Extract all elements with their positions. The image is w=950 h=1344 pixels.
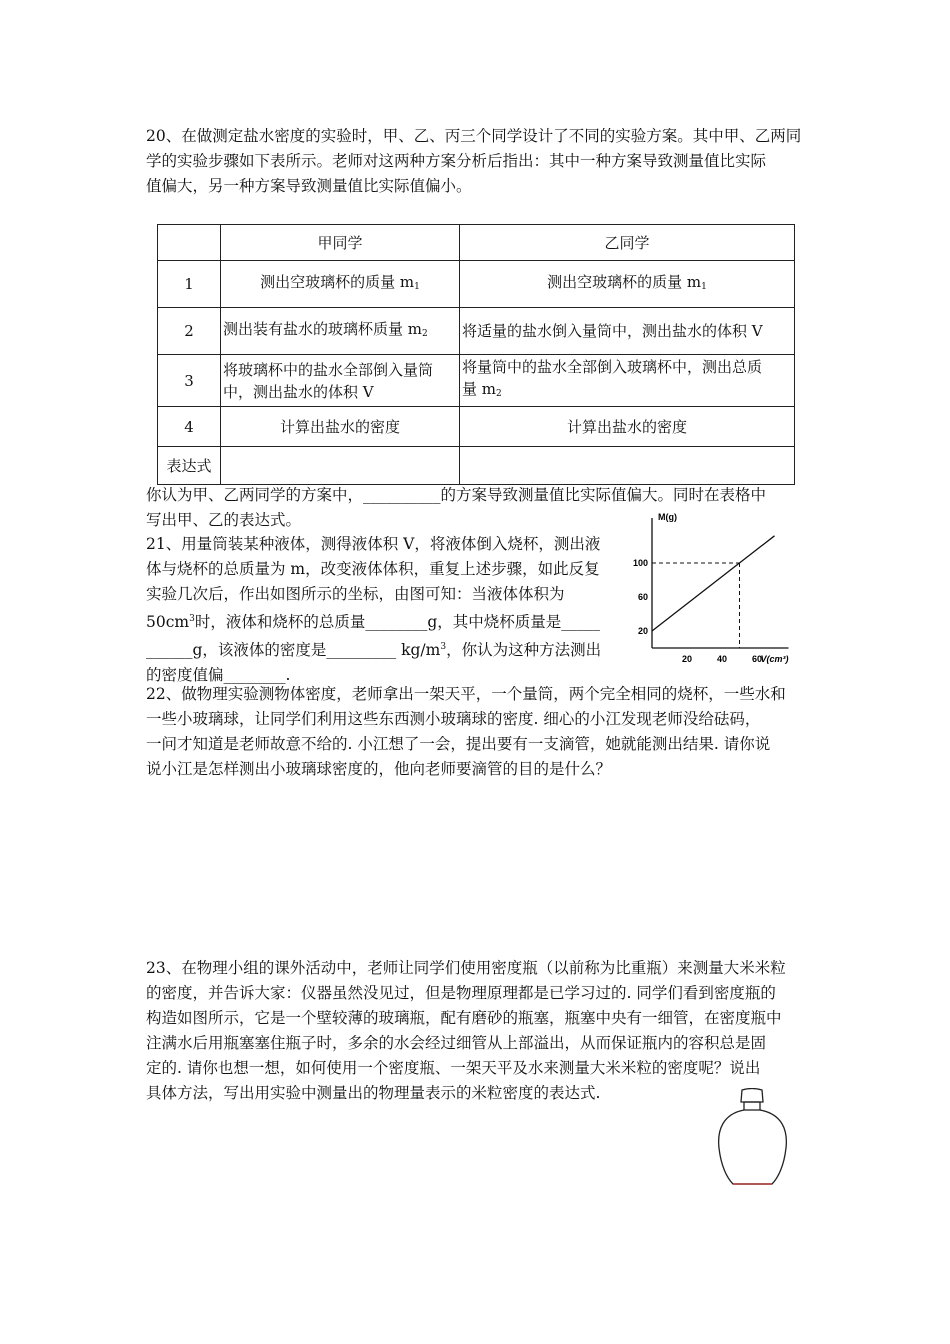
text-line: 23、在物理小组的课外活动中，老师让同学们使用密度瓶（以前称为比重瓶）来测量大米米粒	[146, 959, 786, 977]
text-line: 写出甲、乙的表达式。	[146, 511, 302, 529]
step-cell-jia: 计算出盐水的密度	[221, 407, 460, 447]
text-line: 实验几次后，作出如图所示的坐标，由图可知：当液体体积为	[146, 585, 565, 603]
text-line: 体与烧杯的总质量为 m，改变液体体积，重复上述步骤，如此反复	[146, 560, 600, 578]
question-21	[146, 532, 616, 688]
text-line: 你认为甲、乙两同学的方案中，__________的方案导致测量值比实际值偏大。同时在表格中	[146, 486, 767, 504]
bottle-neck	[744, 1102, 760, 1110]
text-line: 21、用量筒装某种液体，测得液体积 V，将液体倒入烧杯，测出液	[146, 535, 601, 553]
table-row	[158, 407, 795, 447]
question-22	[146, 682, 810, 782]
bottle-body	[719, 1110, 787, 1184]
step-cell-jia: 将玻璃杯中的盐水全部倒入量筒 中，测出盐水的体积 V	[221, 355, 460, 407]
experiment-steps-table	[157, 224, 795, 485]
expression-label: 表达式	[158, 447, 221, 485]
y-axis-label: M(g)	[658, 512, 677, 522]
text-line: 值偏大，另一种方案导致测量值比实际值偏小。	[146, 177, 472, 195]
text-line: 注满水后用瓶塞塞住瓶子时，多余的水会经过细管从上部溢出，从而保证瓶内的容积总是固	[146, 1034, 767, 1052]
text-line: $50cm^3$时，液体和烧杯的总质量________g，其中烧杯质量是_____	[146, 613, 601, 631]
data-line	[652, 536, 775, 631]
step-cell-jia: 测出装有盐水的玻璃杯质量 $m_2$	[221, 308, 460, 355]
text-line: 的密度值偏________.	[146, 666, 291, 684]
x-tick-label: 60	[751, 654, 763, 664]
step-cell-yi: 测出空玻璃杯的质量 $m_1$	[460, 261, 795, 308]
text-line: 说小江是怎样测出小玻璃球密度的，他向老师要滴管的目的是什么？	[146, 760, 612, 778]
step-cell-jia: 测出空玻璃杯的质量 $m_1$	[221, 261, 460, 308]
step-number: 2	[158, 308, 221, 355]
step-cell-yi: 将量筒中的盐水全部倒入玻璃杯中，测出总质 量 $m_2$	[460, 355, 795, 407]
text-line: 一问才知道是老师故意不给的. 小江想了一会，提出要有一支滴管，她就能测出结果. 请你说	[146, 735, 771, 753]
bottle-stopper	[741, 1089, 763, 1103]
text-line: 定的. 请你也想一想，如何使用一个密度瓶、一架天平及水来测量大米米粒的密度呢？说出	[146, 1059, 761, 1077]
table-header-empty	[158, 225, 221, 261]
text-line: 学的实验步骤如下表所示。老师对这两种方案分析后指出：其中一种方案导致测量值比实际	[146, 152, 767, 170]
expression-cell-jia	[221, 447, 460, 485]
text-line: 22、做物理实验测物体密度，老师拿出一架天平，一个量筒，两个完全相同的烧杯，一些水和	[146, 685, 786, 703]
x-axis-label: V(cm³)	[760, 654, 789, 664]
density-bottle-figure	[715, 1088, 790, 1188]
step-number: 4	[158, 407, 221, 447]
table-row	[158, 447, 795, 485]
table-header-jia: 甲同学	[221, 225, 460, 261]
step-cell-yi: 将适量的盐水倒入量筒中，测出盐水的体积 V	[460, 308, 795, 355]
step-number: 1	[158, 261, 221, 308]
y-tick-label: 20	[637, 626, 648, 636]
text-line: ______g，该液体的密度是_________ $kg/m^3$，你认为这种方法测出	[146, 641, 602, 659]
table-row	[158, 355, 795, 407]
y-tick-label: 60	[637, 592, 648, 602]
text-line: 的密度，并告诉大家：仪器虽然没见过，但是物理原理都是已学习过的. 同学们看到密度瓶的	[146, 984, 776, 1002]
table-row	[158, 261, 795, 308]
table-header-yi: 乙同学	[460, 225, 795, 261]
step-cell-yi: 计算出盐水的密度	[460, 407, 795, 447]
x-tick-label: 40	[716, 654, 728, 664]
text-line: 构造如图所示，它是一个壁较薄的玻璃瓶，配有磨砂的瓶塞，瓶塞中央有一细管，在密度瓶中	[146, 1009, 782, 1027]
mass-volume-graph	[618, 508, 796, 668]
table-row	[158, 308, 795, 355]
step-number: 3	[158, 355, 221, 407]
text-line: 20、在做测定盐水密度的实验时，甲、乙、丙三个同学设计了不同的实验方案。其中甲、乙两同	[146, 127, 802, 145]
text-line: 一些小玻璃球，让同学们利用这些东西测小玻璃球的密度. 细心的小江发现老师没给砝码，	[146, 710, 761, 728]
x-tick-label: 20	[681, 654, 693, 664]
question-20-intro	[146, 124, 810, 199]
y-tick-label: 100	[632, 558, 648, 568]
text-line: 具体方法，写出用实验中测量出的物理量表示的米粒密度的表达式.	[146, 1084, 601, 1102]
expression-cell-yi	[460, 447, 795, 485]
question-23	[146, 956, 810, 1106]
